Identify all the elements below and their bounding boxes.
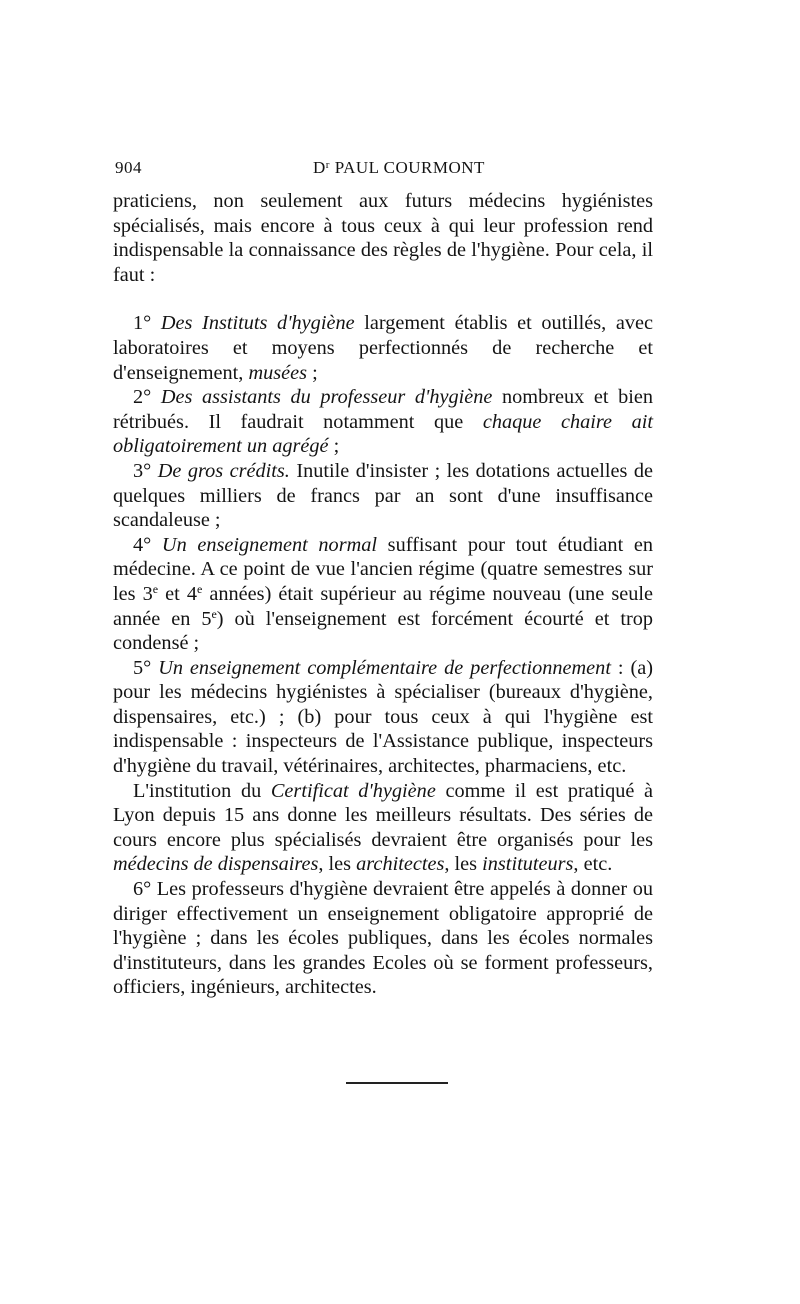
certificat-title: Certificat d'hygiène (270, 779, 436, 802)
paragraph-text: , les (444, 853, 483, 876)
item-text: : (a) pour les médecins hygiénistes à spécialiser (bureaux d'hygiène, dispensaires, etc.) ; (b) pour tous ceux à qui l'hygiène est indispensable : inspecteurs de l'Assistance publique, inspecteurs d'hygiène du travail, vétérinaires, architectes, pharmaciens, etc. (113, 656, 653, 778)
item-text: suffisant pour tout étudiant en médecine. A ce point de vue l'ancien régime (quatre semestres sur les 3 (113, 533, 654, 605)
item-emphasis: chaque chaire ait obligatoirement un agrégé (113, 410, 653, 458)
item-5-paragraph (113, 656, 653, 779)
item-text: Les professeurs d'hygiène devraient être appelés à donner ou diriger effectivement un enseignement obligatoire approprié de l'hygiène ; dans les écoles publiques, dans les écoles normales d'instituteurs, dans les grandes Ecoles où se forment professeurs, officiers, ingénieurs, architectes. (113, 878, 653, 999)
paragraph-text: , etc. (573, 853, 613, 876)
intro-paragraph: praticiens, non seulement aux futurs médecins hygiénistes spécialisés, mais encore à tous ceux à qui leur profession rend indispensable la connaissance des règles de l'hygiène. Pour cela, il faut : (113, 190, 653, 286)
item-heading: De gros crédits. (157, 459, 290, 482)
item-text: et 4 (158, 582, 197, 605)
ordinal-superscript: e (152, 581, 159, 596)
running-header (113, 158, 653, 184)
item-text-end: ; (307, 361, 318, 384)
item-1-paragraph (113, 311, 653, 385)
emphasis-dispensaires: médecins de dispensaires (113, 853, 319, 876)
running-title (313, 158, 485, 178)
emphasis-instituteurs: instituteurs (482, 853, 574, 876)
item-number: 6° (133, 878, 157, 901)
item-text: nombreux et bien rétribués. Il faudrait notamment que (113, 386, 653, 433)
author-name: PAUL COURMONT (334, 158, 485, 177)
item-4-paragraph (113, 533, 653, 656)
paragraph-text: , les (318, 853, 357, 876)
ordinal-superscript: e (211, 606, 217, 621)
book-page (113, 158, 653, 1000)
item-number: 4° (133, 533, 162, 556)
item-heading: Un enseignement complémentaire de perfectionnement (158, 656, 611, 679)
item-text: largement établis et outillés, avec laboratoires et moyens perfectionnés de recherche et d'enseignement, (113, 312, 653, 384)
item-6-paragraph (113, 877, 653, 1000)
title-superscript: r (325, 159, 330, 171)
item-text: années) était supérieur au régime nouveau (une seule année en 5 (113, 582, 654, 630)
body-text (113, 189, 653, 1000)
item-number: 5° (133, 656, 159, 679)
item-emphasis: musées (248, 361, 308, 384)
certificat-paragraph (113, 779, 653, 877)
item-text: Inutile d'insister ; les dotations actuelles de quelques milliers de francs par an sont d'une insuffisance scandaleuse ; (113, 459, 654, 532)
item-heading: Un enseignement normal (161, 533, 378, 556)
emphasis-architectes: architectes (356, 853, 445, 876)
item-3-paragraph (113, 459, 653, 533)
item-number: 1° (133, 312, 161, 335)
item-heading: Des Instituts d'hygiène (160, 312, 355, 335)
item-2-paragraph (113, 385, 653, 459)
ordinal-superscript: e (197, 581, 203, 596)
item-text-end: ; (328, 435, 340, 458)
title-prefix: D (313, 158, 326, 177)
item-text: ) où l'enseignement est forcément écourté et trop condensé ; (113, 607, 653, 655)
item-number: 2° (133, 386, 161, 409)
item-number: 3° (133, 459, 158, 482)
page-number: 904 (115, 158, 142, 177)
paragraph-text: L'institution du (133, 779, 271, 802)
end-rule-divider (346, 1082, 448, 1084)
paragraph-text: comme il est pratiqué à Lyon depuis 15 ans donne les meilleurs résultats. Des séries de cours encore plus spécialisés devraient être organisés pour les (113, 779, 654, 851)
item-heading: Des assistants du professeur d'hygiène (160, 386, 493, 409)
